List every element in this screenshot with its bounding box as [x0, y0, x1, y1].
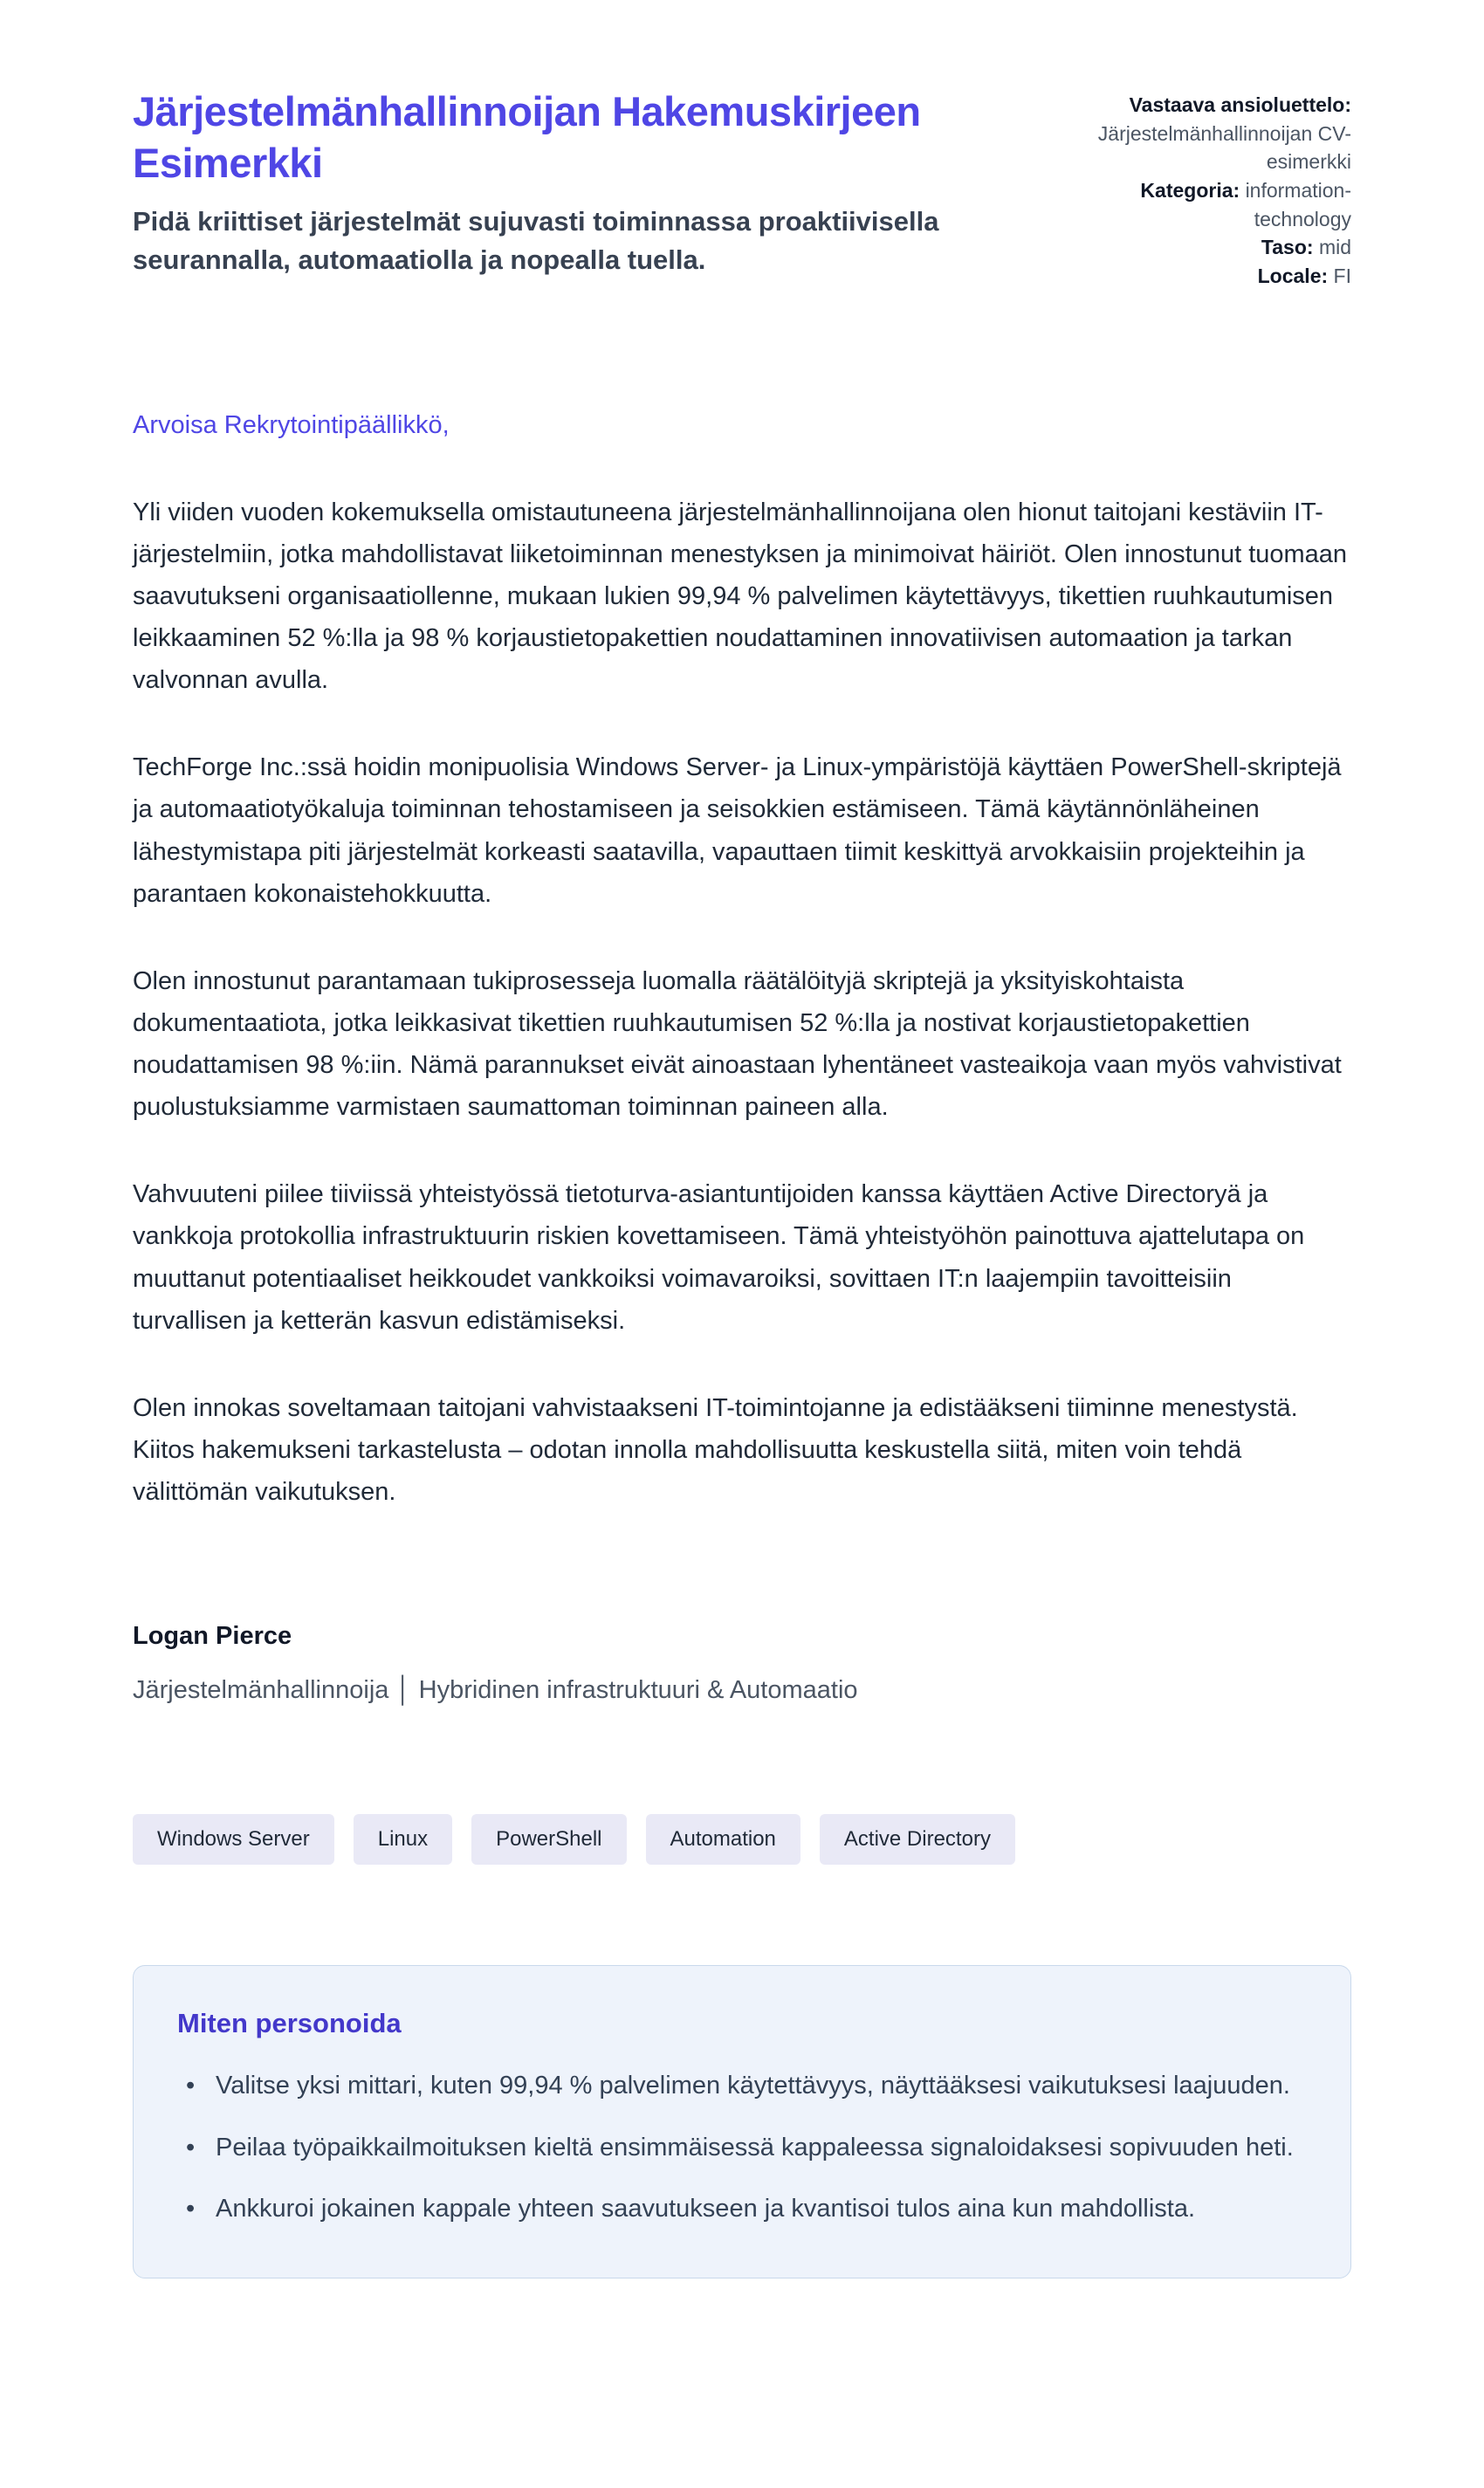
letter-section — [133, 404, 1351, 1514]
meta-value: FI — [1333, 264, 1351, 287]
meta-label: Vastaava ansioluettelo: — [1129, 93, 1351, 116]
meta-value: information-technology — [1245, 178, 1351, 230]
tips-title: Miten personoida — [177, 2008, 402, 2039]
meta-value: Järjestelmänhallinnoijan CV-esimerkki — [1097, 121, 1351, 174]
letter-body — [133, 491, 1351, 1514]
meta-label: Kategoria: — [1140, 178, 1240, 202]
letter-paragraph: Yli viiden vuoden kokemuksella omistautuneena järjestelmänhallinnoijana olen hionut taitojani kestäviin IT-järjestelmiin, jotka mahdollistavat liiketoiminnan menestyksen ja minimoivat häiriöt. Olen innostunut tuomaan saavutukseni organisaatiollenne, mukaan lukien 99,94 % palvelimen käytettävyys, tikettien ruuhkautumisen leikkaaminen 52 %:lla ja 98 % korjaustietopakettien noudattaminen innovatiivisen automaation ja tarkan valvonnan avulla. — [133, 498, 1348, 695]
tips-list — [177, 2065, 1307, 2229]
meta-value: mid — [1318, 236, 1351, 259]
meta-row — [1063, 176, 1351, 233]
skill-tag: Windows Server — [133, 1814, 334, 1865]
tag-list — [133, 1814, 1351, 1865]
signature-name: Logan Pierce — [133, 1622, 292, 1651]
tip-item: • Peilaa työpaikkailmoituksen kieltä ensimmäisessä kappaleessa signaloidaksesi sopivuuden heti. — [177, 2127, 1307, 2168]
tip-item: • Valitse yksi mittari, kuten 99,94 % palvelimen käytettävyys, näyttääksesi vaikutuksesi laajuuden. — [177, 2065, 1307, 2106]
tip-item: • Ankkuroi jokainen kappale yhteen saavutukseen ja kvantisoi tulos aina kun mahdollista. — [177, 2189, 1307, 2229]
letter-paragraph: Olen innokas soveltamaan taitojani vahvistaakseni IT-toimintojanne ja edistääkseni tiiminne menestystä. Kiitos hakemukseni tarkastelusta – odotan innolla mahdollisuutta keskustella siitä, miten voin tehdä välittömän vaikutuksen. — [133, 1393, 1298, 1507]
letter-paragraph: Vahvuuteni piilee tiiviissä yhteistyössä tietoturva-asiantuntijoiden kanssa käyttäen Active Directoryä ja vankkoja protokollia infrastruktuurin riskien kovettamiseen. Tämä yhteistyöhön painottuva ajattelutapa on muuttanut potentiaaliset heikkoudet vankkoiksi voimavaroiksi, sovittaen IT:n laajempiin tavoitteisiin turvallisen ja ketterän kasvun edistämiseksi. — [133, 1180, 1305, 1335]
header-title-block — [133, 86, 997, 279]
tips-card — [133, 1965, 1351, 2278]
skill-tag: Linux — [354, 1814, 452, 1865]
skill-tag: Active Directory — [820, 1814, 1015, 1865]
meta-label: Taso: — [1261, 236, 1314, 259]
page-subtitle: Pidä kriittiset järjestelmät sujuvasti toiminnassa proaktiivisella seurannalla, automaatiolla ja nopealla tuella. — [133, 206, 939, 276]
letter-greeting: Arvoisa Rekrytointipäällikkö, — [133, 410, 450, 439]
skill-tag: PowerShell — [471, 1814, 626, 1865]
meta-row — [1063, 233, 1351, 262]
letter-paragraph: TechForge Inc.:ssä hoidin monipuolisia Windows Server- ja Linux-ympäristöjä käyttäen PowerShell-skriptejä ja automaatiotyökaluja toiminnan tehostamiseen ja seisokkien estämiseen. Tämä käytännönläheinen lähestymistapa piti järjestelmät korkeasti saatavilla, vapauttaen tiimit keskittyä arvokkaisiin projekteihin ja parantaen kokonaistehokkuutta. — [133, 753, 1342, 908]
signature-role: Järjestelmänhallinnoija │ Hybridinen infrastruktuuri & Automaatio — [133, 1675, 858, 1704]
page-header — [133, 86, 1351, 291]
meta-row — [1063, 91, 1351, 176]
letter-paragraph: Olen innostunut parantamaan tukiprosesseja luomalla räätälöityjä skriptejä ja yksityiskohtaista dokumentaatiota, jotka leikkasivat tikettien ruuhkautumisen 52 %:lla ja nostivat korjaustietopakettien noudattamisen 98 %:iin. Nämä parannukset eivät ainoastaan lyhentäneet vasteaikoja vaan myös vahvistivat puolustuksiamme varmistaen saumattoman toiminnan paineen alla. — [133, 966, 1342, 1122]
meta-label: Locale: — [1257, 264, 1329, 287]
meta-list — [1063, 86, 1351, 291]
signature-block — [133, 1618, 1351, 1709]
skill-tag: Automation — [646, 1814, 800, 1865]
page-title: Järjestelmänhallinnoijan Hakemuskirjeen Esimerkki — [133, 88, 921, 187]
meta-row — [1063, 262, 1351, 291]
